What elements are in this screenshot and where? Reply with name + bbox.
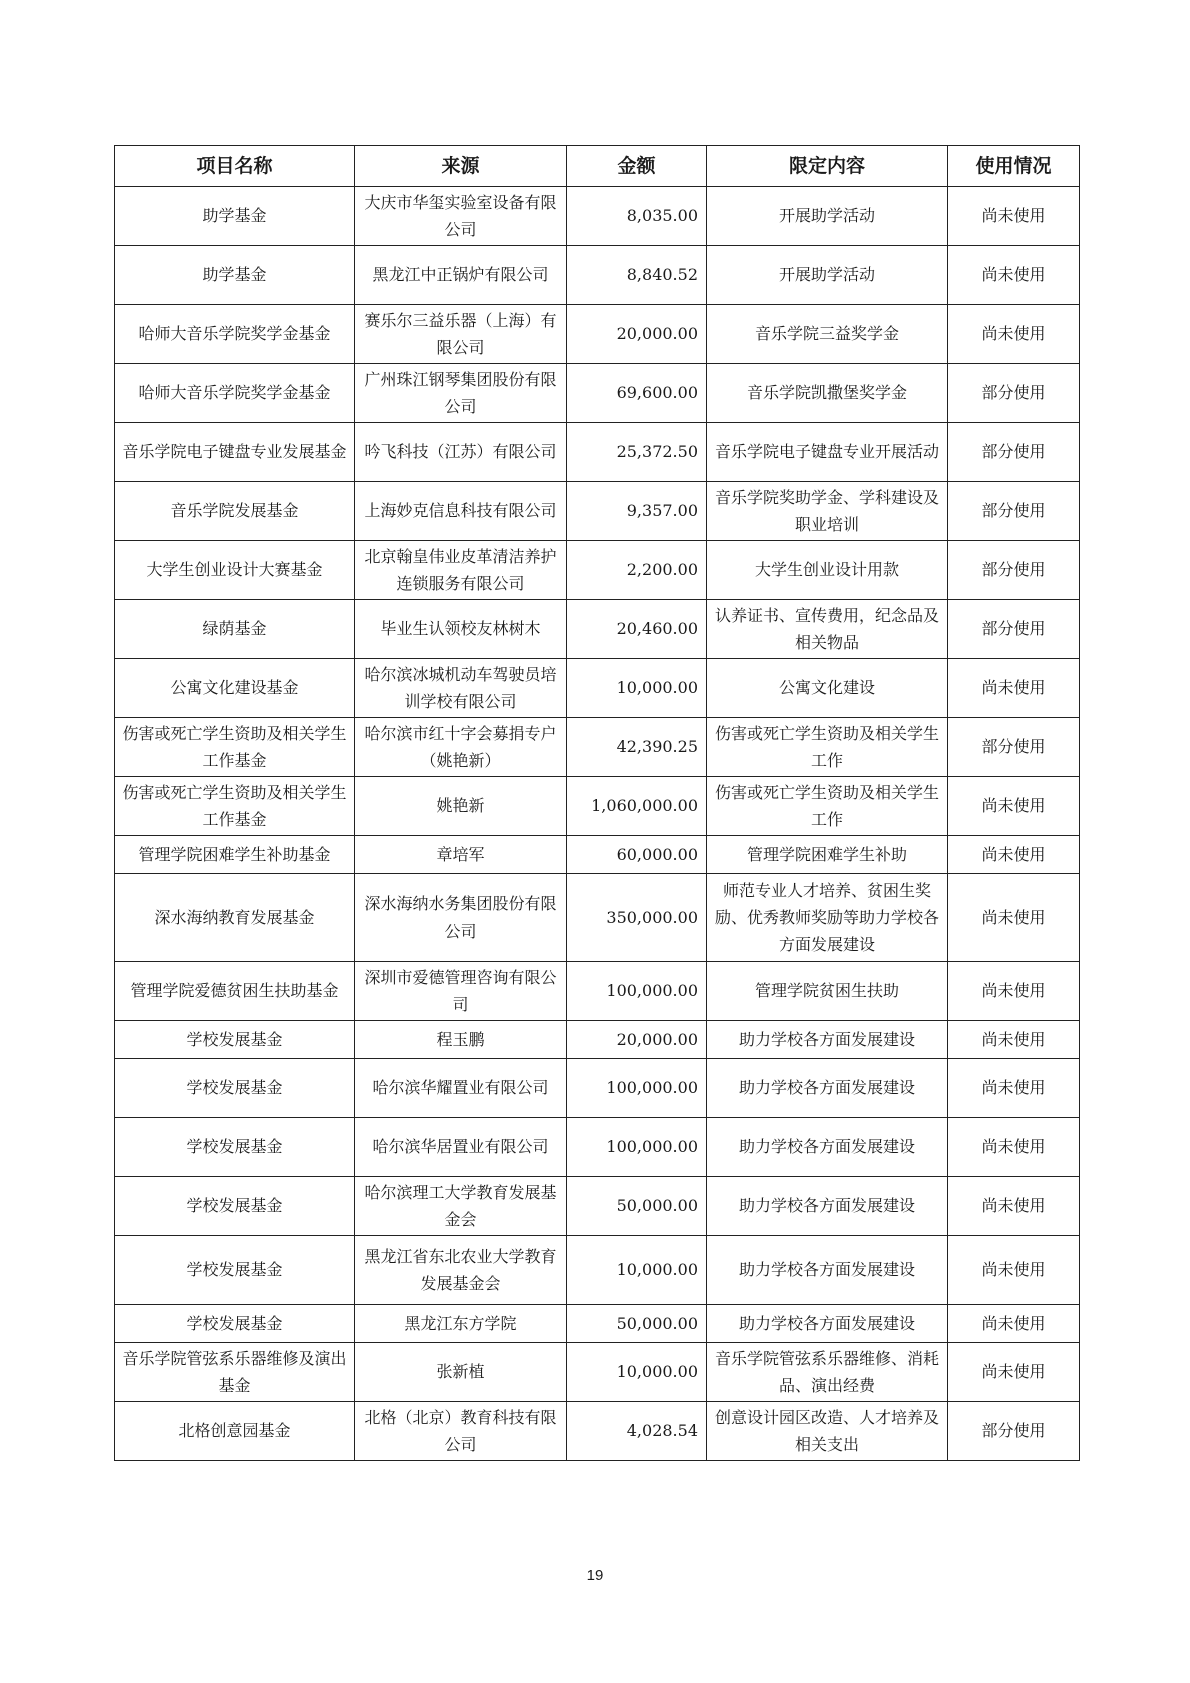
cell-project-name: 助学基金 — [115, 246, 355, 305]
header-amount: 金额 — [567, 146, 707, 187]
cell-restricted-scope: 管理学院贫困生扶助 — [707, 962, 948, 1021]
cell-project-name: 深水海纳教育发展基金 — [115, 874, 355, 962]
cell-amount: 20,000.00 — [567, 305, 707, 364]
table-row — [115, 1236, 1080, 1305]
cell-usage-status: 尚未使用 — [948, 1343, 1080, 1402]
cell-restricted-scope: 助力学校各方面发展建设 — [707, 1177, 948, 1236]
cell-usage-status: 尚未使用 — [948, 1021, 1080, 1059]
cell-amount: 50,000.00 — [567, 1305, 707, 1343]
cell-amount: 10,000.00 — [567, 1236, 707, 1305]
cell-restricted-scope: 音乐学院凯撒堡奖学金 — [707, 364, 948, 423]
table-row — [115, 962, 1080, 1021]
table-header-row — [115, 146, 1080, 187]
cell-restricted-scope: 助力学校各方面发展建设 — [707, 1059, 948, 1118]
cell-source: 深圳市爱德管理咨询有限公司 — [355, 962, 567, 1021]
header-project-name: 项目名称 — [115, 146, 355, 187]
cell-source: 吟飞科技（江苏）有限公司 — [355, 423, 567, 482]
cell-project-name: 学校发展基金 — [115, 1021, 355, 1059]
cell-amount: 50,000.00 — [567, 1177, 707, 1236]
table-row — [115, 836, 1080, 874]
table-row — [115, 305, 1080, 364]
cell-amount: 100,000.00 — [567, 1059, 707, 1118]
cell-source: 哈尔滨市红十字会募捐专户（姚艳新） — [355, 718, 567, 777]
cell-amount: 9,357.00 — [567, 482, 707, 541]
cell-restricted-scope: 伤害或死亡学生资助及相关学生工作 — [707, 718, 948, 777]
cell-restricted-scope: 大学生创业设计用款 — [707, 541, 948, 600]
cell-project-name: 音乐学院发展基金 — [115, 482, 355, 541]
cell-project-name: 学校发展基金 — [115, 1305, 355, 1343]
cell-usage-status: 尚未使用 — [948, 1059, 1080, 1118]
restricted-funds-table — [114, 145, 1080, 1461]
table-row — [115, 1305, 1080, 1343]
cell-usage-status: 部分使用 — [948, 364, 1080, 423]
cell-project-name: 管理学院爱德贫困生扶助基金 — [115, 962, 355, 1021]
cell-amount: 25,372.50 — [567, 423, 707, 482]
cell-source: 北京翰皇伟业皮革清洁养护连锁服务有限公司 — [355, 541, 567, 600]
cell-usage-status: 尚未使用 — [948, 246, 1080, 305]
cell-source: 上海妙克信息科技有限公司 — [355, 482, 567, 541]
cell-amount: 2,200.00 — [567, 541, 707, 600]
table-row — [115, 541, 1080, 600]
cell-usage-status: 尚未使用 — [948, 962, 1080, 1021]
cell-source: 黑龙江省东北农业大学教育发展基金会 — [355, 1236, 567, 1305]
cell-project-name: 哈师大音乐学院奖学金基金 — [115, 305, 355, 364]
cell-amount: 10,000.00 — [567, 659, 707, 718]
cell-source: 深水海纳水务集团股份有限公司 — [355, 874, 567, 962]
page-number: 19 — [586, 1567, 604, 1584]
cell-restricted-scope: 助力学校各方面发展建设 — [707, 1118, 948, 1177]
cell-source: 大庆市华玺实验室设备有限公司 — [355, 187, 567, 246]
cell-project-name: 管理学院困难学生补助基金 — [115, 836, 355, 874]
cell-restricted-scope: 师范专业人才培养、贫困生奖励、优秀教师奖励等助力学校各方面发展建设 — [707, 874, 948, 962]
header-source: 来源 — [355, 146, 567, 187]
table-row — [115, 1402, 1080, 1461]
cell-source: 张新植 — [355, 1343, 567, 1402]
cell-project-name: 大学生创业设计大赛基金 — [115, 541, 355, 600]
cell-source: 姚艳新 — [355, 777, 567, 836]
table-row — [115, 187, 1080, 246]
cell-amount: 100,000.00 — [567, 1118, 707, 1177]
cell-source: 广州珠江钢琴集团股份有限公司 — [355, 364, 567, 423]
cell-source: 哈尔滨华居置业有限公司 — [355, 1118, 567, 1177]
cell-usage-status: 尚未使用 — [948, 836, 1080, 874]
cell-amount: 8,840.52 — [567, 246, 707, 305]
cell-restricted-scope: 创意设计园区改造、人才培养及相关支出 — [707, 1402, 948, 1461]
cell-restricted-scope: 伤害或死亡学生资助及相关学生工作 — [707, 777, 948, 836]
table-row — [115, 423, 1080, 482]
cell-project-name: 北格创意园基金 — [115, 1402, 355, 1461]
cell-source: 哈尔滨理工大学教育发展基金会 — [355, 1177, 567, 1236]
cell-restricted-scope: 音乐学院三益奖学金 — [707, 305, 948, 364]
cell-source: 哈尔滨华耀置业有限公司 — [355, 1059, 567, 1118]
cell-usage-status: 部分使用 — [948, 600, 1080, 659]
cell-source: 章培军 — [355, 836, 567, 874]
table-row — [115, 659, 1080, 718]
cell-usage-status: 尚未使用 — [948, 659, 1080, 718]
header-usage-status: 使用情况 — [948, 146, 1080, 187]
table-row — [115, 246, 1080, 305]
cell-restricted-scope: 音乐学院奖助学金、学科建设及职业培训 — [707, 482, 948, 541]
table-row — [115, 1021, 1080, 1059]
cell-usage-status: 部分使用 — [948, 1402, 1080, 1461]
cell-usage-status: 尚未使用 — [948, 1236, 1080, 1305]
table-row — [115, 777, 1080, 836]
cell-amount: 60,000.00 — [567, 836, 707, 874]
cell-source: 哈尔滨冰城机动车驾驶员培训学校有限公司 — [355, 659, 567, 718]
cell-usage-status: 部分使用 — [948, 718, 1080, 777]
cell-amount: 1,060,000.00 — [567, 777, 707, 836]
cell-usage-status: 尚未使用 — [948, 1118, 1080, 1177]
cell-restricted-scope: 音乐学院管弦系乐器维修、消耗品、演出经费 — [707, 1343, 948, 1402]
cell-usage-status: 尚未使用 — [948, 777, 1080, 836]
table-row — [115, 1059, 1080, 1118]
cell-project-name: 伤害或死亡学生资助及相关学生工作基金 — [115, 777, 355, 836]
cell-restricted-scope: 助力学校各方面发展建设 — [707, 1305, 948, 1343]
cell-restricted-scope: 开展助学活动 — [707, 246, 948, 305]
cell-source: 毕业生认领校友林树木 — [355, 600, 567, 659]
table-row — [115, 364, 1080, 423]
cell-project-name: 学校发展基金 — [115, 1177, 355, 1236]
cell-usage-status: 尚未使用 — [948, 305, 1080, 364]
cell-usage-status: 部分使用 — [948, 482, 1080, 541]
cell-project-name: 绿荫基金 — [115, 600, 355, 659]
cell-project-name: 音乐学院管弦系乐器维修及演出基金 — [115, 1343, 355, 1402]
cell-project-name: 助学基金 — [115, 187, 355, 246]
cell-restricted-scope: 音乐学院电子键盘专业开展活动 — [707, 423, 948, 482]
cell-source: 赛乐尔三益乐器（上海）有限公司 — [355, 305, 567, 364]
cell-restricted-scope: 助力学校各方面发展建设 — [707, 1236, 948, 1305]
cell-amount: 100,000.00 — [567, 962, 707, 1021]
cell-project-name: 公寓文化建设基金 — [115, 659, 355, 718]
cell-source: 程玉鹏 — [355, 1021, 567, 1059]
table-row — [115, 600, 1080, 659]
cell-amount: 4,028.54 — [567, 1402, 707, 1461]
cell-amount: 42,390.25 — [567, 718, 707, 777]
cell-project-name: 学校发展基金 — [115, 1059, 355, 1118]
cell-usage-status: 部分使用 — [948, 541, 1080, 600]
cell-project-name: 伤害或死亡学生资助及相关学生工作基金 — [115, 718, 355, 777]
cell-project-name: 音乐学院电子键盘专业发展基金 — [115, 423, 355, 482]
cell-amount: 350,000.00 — [567, 874, 707, 962]
cell-usage-status: 尚未使用 — [948, 1305, 1080, 1343]
cell-source: 北格（北京）教育科技有限公司 — [355, 1402, 567, 1461]
cell-usage-status: 部分使用 — [948, 423, 1080, 482]
cell-usage-status: 尚未使用 — [948, 187, 1080, 246]
table-row — [115, 1177, 1080, 1236]
cell-usage-status: 尚未使用 — [948, 874, 1080, 962]
cell-restricted-scope: 管理学院困难学生补助 — [707, 836, 948, 874]
table-row — [115, 482, 1080, 541]
cell-source: 黑龙江中正锅炉有限公司 — [355, 246, 567, 305]
cell-amount: 8,035.00 — [567, 187, 707, 246]
cell-usage-status: 尚未使用 — [948, 1177, 1080, 1236]
header-restricted-scope: 限定内容 — [707, 146, 948, 187]
cell-amount: 69,600.00 — [567, 364, 707, 423]
cell-amount: 10,000.00 — [567, 1343, 707, 1402]
cell-project-name: 学校发展基金 — [115, 1118, 355, 1177]
cell-restricted-scope: 开展助学活动 — [707, 187, 948, 246]
cell-amount: 20,460.00 — [567, 600, 707, 659]
cell-project-name: 学校发展基金 — [115, 1236, 355, 1305]
cell-project-name: 哈师大音乐学院奖学金基金 — [115, 364, 355, 423]
table-row — [115, 1343, 1080, 1402]
cell-source: 黑龙江东方学院 — [355, 1305, 567, 1343]
cell-amount: 20,000.00 — [567, 1021, 707, 1059]
table-row — [115, 1118, 1080, 1177]
table-row — [115, 874, 1080, 962]
cell-restricted-scope: 认养证书、宣传费用，纪念品及相关物品 — [707, 600, 948, 659]
cell-restricted-scope: 公寓文化建设 — [707, 659, 948, 718]
cell-restricted-scope: 助力学校各方面发展建设 — [707, 1021, 948, 1059]
table-row — [115, 718, 1080, 777]
